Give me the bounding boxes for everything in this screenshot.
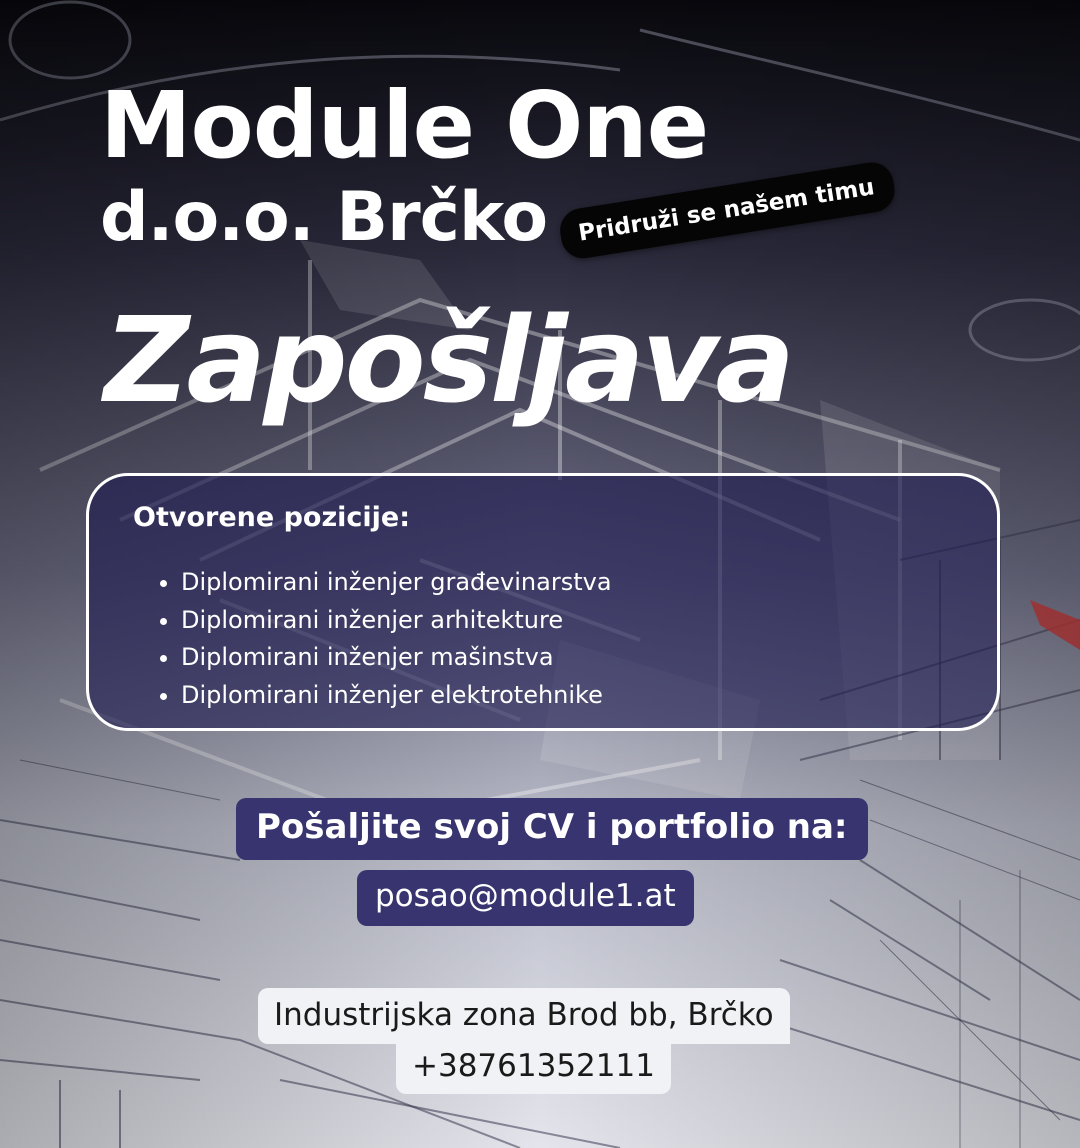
company-location: d.o.o. Brčko bbox=[100, 178, 548, 257]
position-item: • Diplomirani inženjer arhitekture bbox=[181, 602, 612, 640]
tagline-badge: Pridruži se našem timu bbox=[557, 159, 898, 261]
open-positions-panel bbox=[86, 473, 1000, 731]
hiring-headline: Zapošljava bbox=[104, 291, 793, 429]
open-positions-heading: Otvorene pozicije: bbox=[133, 502, 411, 533]
contact-phone: +38761352111 bbox=[396, 1042, 671, 1094]
position-item: • Diplomirani inženjer mašinstva bbox=[181, 639, 612, 677]
position-item: • Diplomirani inženjer elektrotehnike bbox=[181, 677, 612, 715]
position-item: • Diplomirani inženjer građevinarstva bbox=[181, 564, 612, 602]
contact-email: posao@module1.at bbox=[357, 870, 694, 926]
company-name: Module One bbox=[100, 72, 709, 179]
send-cv-label: Pošaljite svoj CV i portfolio na: bbox=[236, 798, 868, 860]
company-address: Industrijska zona Brod bb, Brčko bbox=[258, 988, 790, 1044]
open-positions-list bbox=[181, 564, 612, 714]
